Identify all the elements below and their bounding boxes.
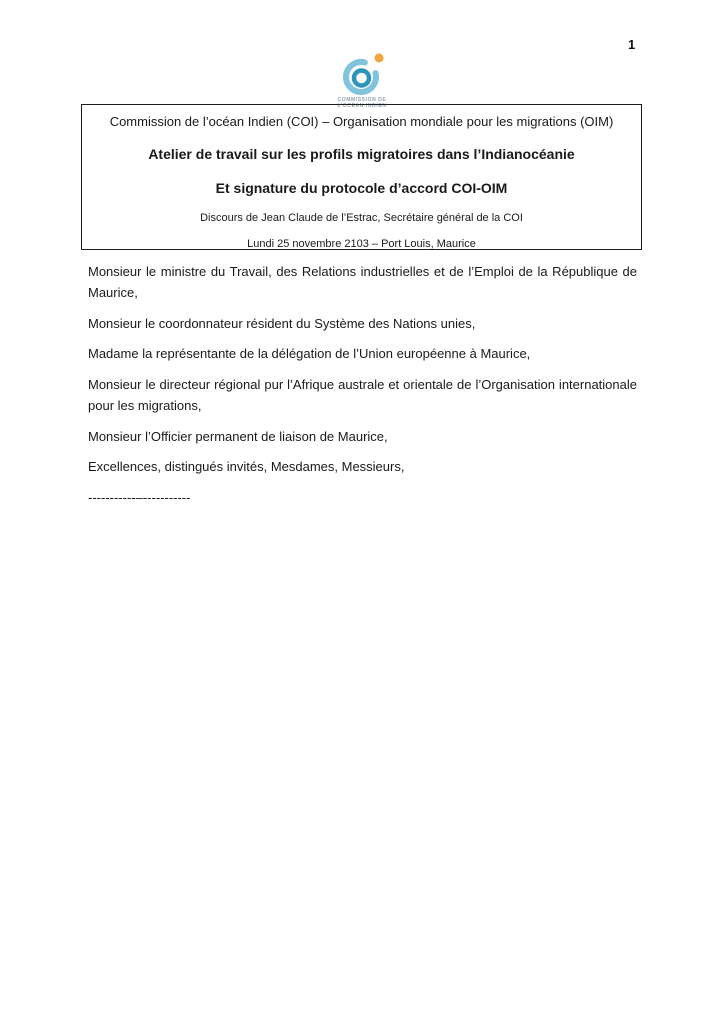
header-signature-title: Et signature du protocole d’accord COI-OIM xyxy=(215,180,508,196)
salutation-paragraph: Monsieur le ministre du Travail, des Relations industrielles et de l’Emploi de la République de Maurice, xyxy=(88,264,637,301)
coi-swirl-icon xyxy=(336,50,388,96)
logo-orange-dot xyxy=(375,54,384,63)
logo-inner-ring xyxy=(354,71,369,86)
header-date-location: Lundi 25 novembre 2103 – Port Louis, Maurice xyxy=(247,238,476,250)
header-workshop-title: Atelier de travail sur les profils migratoires dans l’Indianocéanie xyxy=(148,146,575,162)
header-speech-author: Discours de Jean Claude de l’Estrac, Secrétaire général de la COI xyxy=(200,212,523,224)
page-number: 1 xyxy=(628,37,636,52)
header-box xyxy=(81,104,642,250)
logo-caption-line1: COMMISSION DE xyxy=(337,97,387,103)
speech-body xyxy=(88,261,637,517)
salutation-paragraph: Monsieur le directeur régional pur l’Afrique australe et orientale de l’Organisation internationale pour les migrations, xyxy=(88,376,637,414)
salutation-paragraph: Madame la représentante de la délégation de l’Union européenne à Maurice, xyxy=(88,346,531,362)
salutation-paragraph: Monsieur le coordonnateur résident du Système des Nations unies, xyxy=(88,315,476,331)
salutation-paragraph: Excellences, distingués invités, Mesdames, Messieurs, xyxy=(88,459,405,475)
logo-caption-line2: L’OCÉAN INDIEN xyxy=(337,103,387,109)
coi-logo xyxy=(302,50,422,109)
dashed-separator: -----------–----------- xyxy=(88,489,191,505)
header-organizations-line: Commission de l’océan Indien (COI) – Organisation mondiale pour les migrations (OIM) xyxy=(109,114,614,129)
salutation-paragraph: Monsieur l’Officier permanent de liaison de Maurice, xyxy=(88,428,388,444)
